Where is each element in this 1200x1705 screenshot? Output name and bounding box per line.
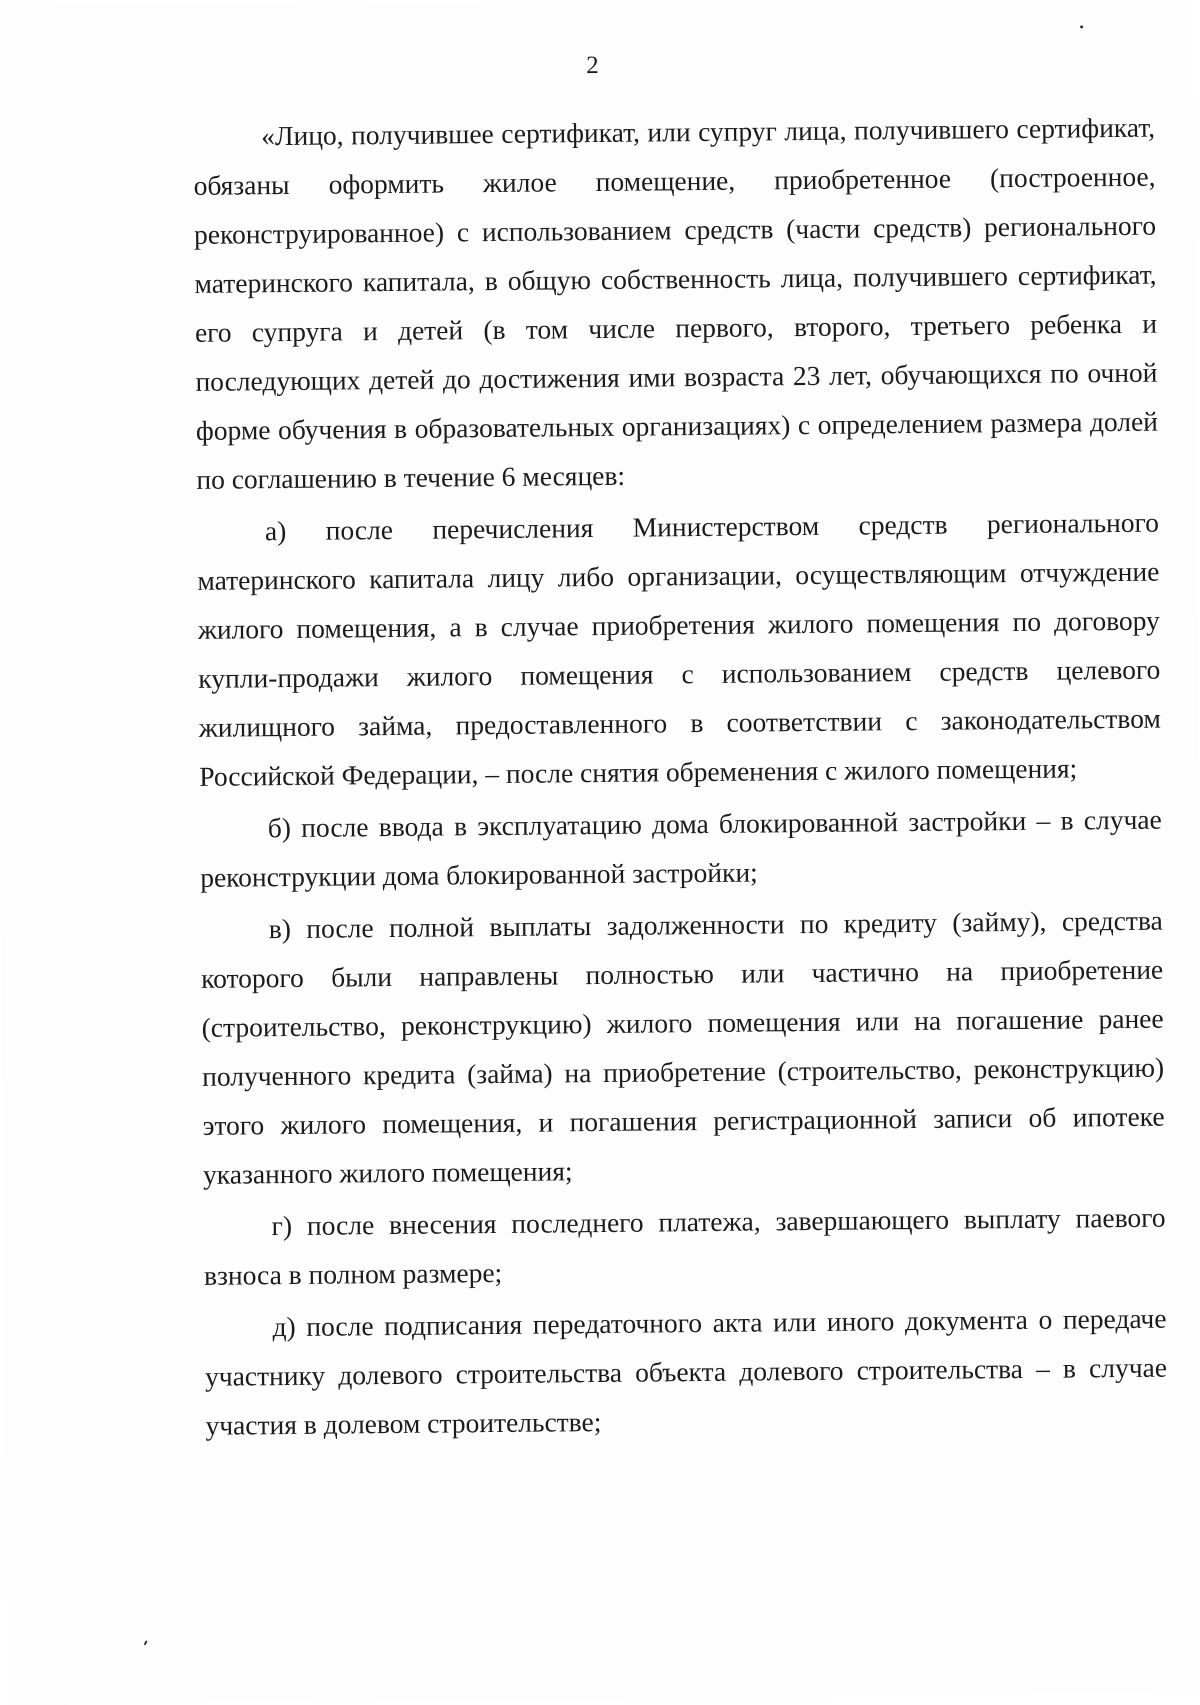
paragraph-item-g: г) после внесения последнего платежа, завершающего выплату паевого взноса в полном размере; <box>203 1201 1166 1291</box>
scan-speck <box>144 1640 148 1645</box>
paragraph-intro: «Лицо, получившее сертификат, или супруг лица, получившего сертификат, обязаны оформить жилое помещение, приобретенное (построенное, реконструированное) с использованием средств (части средств) регионального материнского капитала, в общую собственность лица, получившего сертификат, его супруга и детей (в том числе первого, второго, третьего ребенка и последующих детей до достижения ими возраста 23 лет, обучающихся по очной форме обучения в образовательных организациях) с определением размера долей по соглашению в течение 6 месяцев: <box>193 111 1159 495</box>
scan-speck <box>1080 25 1083 28</box>
paragraph-item-b: б) после ввода в эксплуатацию дома блокированной застройки – в случае реконструкции дома блокированной застройки; <box>200 803 1162 893</box>
page-number: 2 <box>586 51 599 80</box>
paragraph-item-v: в) после полной выплаты задолженности по кредиту (займу), средства которого были направлены полностью или частично на приобретение (строительство, реконструкцию) жилого помещения или на погашение ранее полученного кредита (займа) на приобретение (строительство, реконструкцию) этого жилого помещения, и погашения регистрационной записи об ипотеке указанного жилого помещения; <box>201 904 1165 1190</box>
paragraph-item-a: а) после перечисления Министерством средств регионального материнского капитала лицу либо организации, осуществляющим отчуждение жилого помещения, а в случае приобретения жилого помещения по договору купли-продажи жилого помещения с использованием средств целевого жилищного займа, предоставленного в соответствии с законодательством Российской Федерации, – после снятия обременения с жилого помещения; <box>197 506 1161 792</box>
document-body <box>193 103 1168 1450</box>
paragraph-item-d: д) после подписания передаточного акта или иного документа о передаче участнику долевого строительства объекта долевого строительства – в случае участия в долевом строительстве; <box>204 1302 1168 1441</box>
